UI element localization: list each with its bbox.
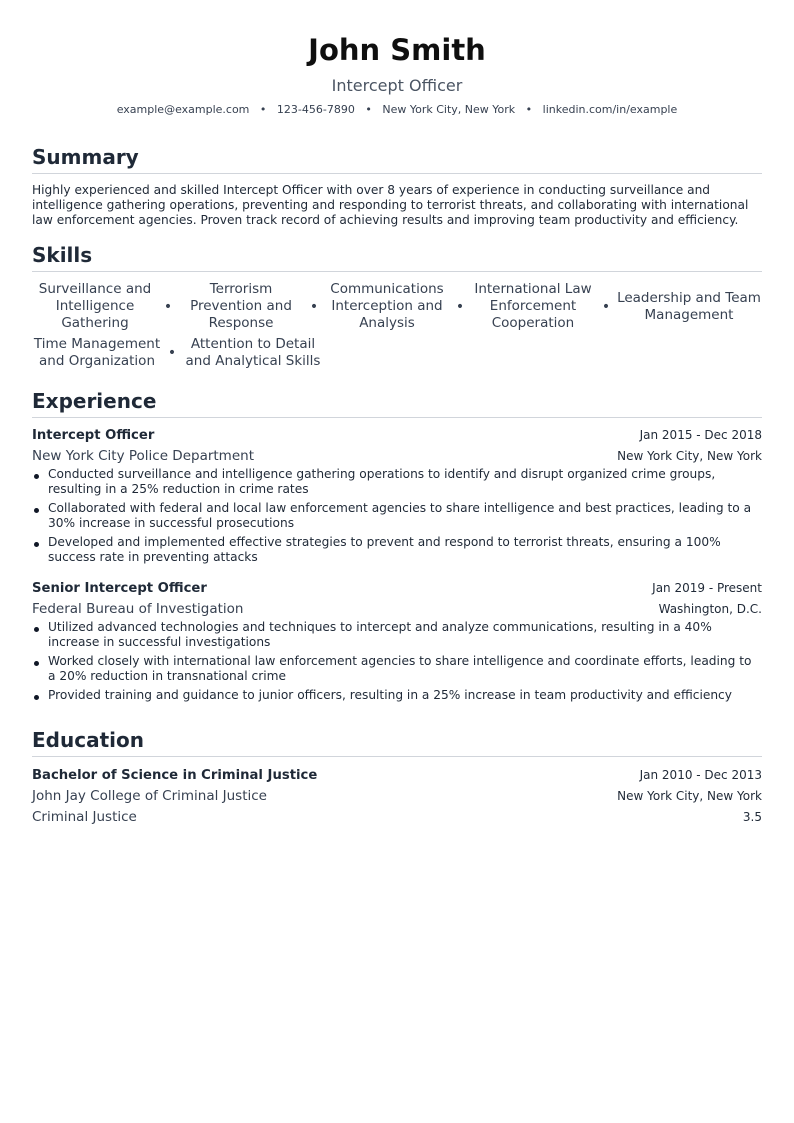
- job-bullet: Collaborated with federal and local law enforcement agencies to share intelligence and best practices, leading to a 30% increase in successful prosecutions: [32, 501, 762, 531]
- contact-separator: •: [259, 103, 267, 116]
- skills-row: [32, 336, 762, 370]
- skill-item: Surveillance and Intelligence Gathering: [38, 281, 152, 331]
- resume-page: [32, 0, 762, 825]
- job-bullet: Worked closely with international law enforcement agencies to share intelligence and coordinate efforts, leading to a 20% reduction in transnational crime: [32, 654, 762, 684]
- education-location: New York City, New York: [617, 789, 762, 803]
- experience-heading: Experience: [32, 388, 762, 418]
- job-bullets: [32, 467, 762, 565]
- contact-phone[interactable]: 123-456-7890: [276, 103, 355, 116]
- skill-separator: •: [455, 298, 465, 315]
- skill-item: Communications Interception and Analysis: [330, 281, 444, 331]
- skill-item: International Law Enforcement Cooperation: [474, 281, 592, 331]
- experience-list: [32, 426, 762, 717]
- education-degree: Bachelor of Science in Criminal Justice: [32, 768, 318, 783]
- job-role: Senior Intercept Officer: [32, 581, 207, 596]
- candidate-title: Intercept Officer: [331, 76, 463, 95]
- candidate-name: John Smith: [308, 33, 486, 67]
- job-bullet: Developed and implemented effective strategies to prevent and respond to terrorist threats, ensuring a 100% success rate in preventing attacks: [32, 535, 762, 565]
- summary-text: Highly experienced and skilled Intercept Officer with over 8 years of experience in conducting surveillance and intelligence gathering operations, preventing and responding to terrorist threats, and collaborating with international law enforcement agencies. Proven track record of achieving results and improving team productivity and efficiency.: [32, 183, 749, 227]
- education-school: John Jay College of Criminal Justice: [32, 788, 267, 804]
- contact-separator: •: [365, 103, 372, 116]
- contact-linkedin[interactable]: linkedin.com/in/example: [542, 103, 678, 116]
- resume-header: [32, 30, 762, 119]
- job-role: Intercept Officer: [32, 428, 155, 443]
- skill-separator: •: [601, 298, 611, 315]
- contact-line: [32, 101, 762, 119]
- contact-location: New York City, New York: [382, 103, 516, 116]
- education-heading: Education: [32, 727, 762, 757]
- job-organization: New York City Police Department: [32, 448, 254, 464]
- summary-heading: Summary: [32, 144, 762, 174]
- job-entry: [32, 579, 762, 703]
- job-entry: [32, 426, 762, 565]
- education-dates: Jan 2010 - Dec 2013: [639, 768, 762, 782]
- skills-list: [32, 281, 762, 370]
- education-gpa: 3.5: [742, 810, 762, 824]
- skill-separator: •: [309, 298, 319, 315]
- job-organization: Federal Bureau of Investigation: [32, 601, 244, 617]
- job-dates: Jan 2019 - Present: [652, 581, 762, 595]
- skill-item: Time Management and Organization: [33, 336, 161, 369]
- skill-separator: •: [163, 298, 173, 315]
- job-bullet: Conducted surveillance and intelligence gathering operations to identify and disrupt organized crime groups, resulting in a 25% reduction in crime rates: [32, 467, 762, 497]
- skills-row: [32, 281, 762, 332]
- job-location: Washington, D.C.: [658, 602, 762, 616]
- skill-item: Terrorism Prevention and Response: [190, 281, 292, 331]
- job-location: New York City, New York: [617, 449, 762, 463]
- skill-item: Attention to Detail and Analytical Skills: [185, 336, 321, 369]
- education-field: Criminal Justice: [32, 809, 137, 825]
- job-bullet: Provided training and guidance to junior officers, resulting in a 25% increase in team productivity and efficiency: [32, 688, 762, 703]
- education-entry: [32, 765, 762, 828]
- job-bullet: Utilized advanced technologies and techniques to intercept and analyze communications, resulting in a 40% increase in successful investigations: [32, 620, 762, 650]
- skill-separator: •: [167, 345, 177, 361]
- contact-separator: •: [525, 103, 533, 116]
- job-bullets: [32, 620, 762, 703]
- contact-email[interactable]: example@example.com: [116, 103, 250, 116]
- job-dates: Jan 2015 - Dec 2018: [639, 428, 762, 442]
- skill-item: Leadership and Team Management: [617, 289, 761, 323]
- skills-heading: Skills: [32, 242, 762, 272]
